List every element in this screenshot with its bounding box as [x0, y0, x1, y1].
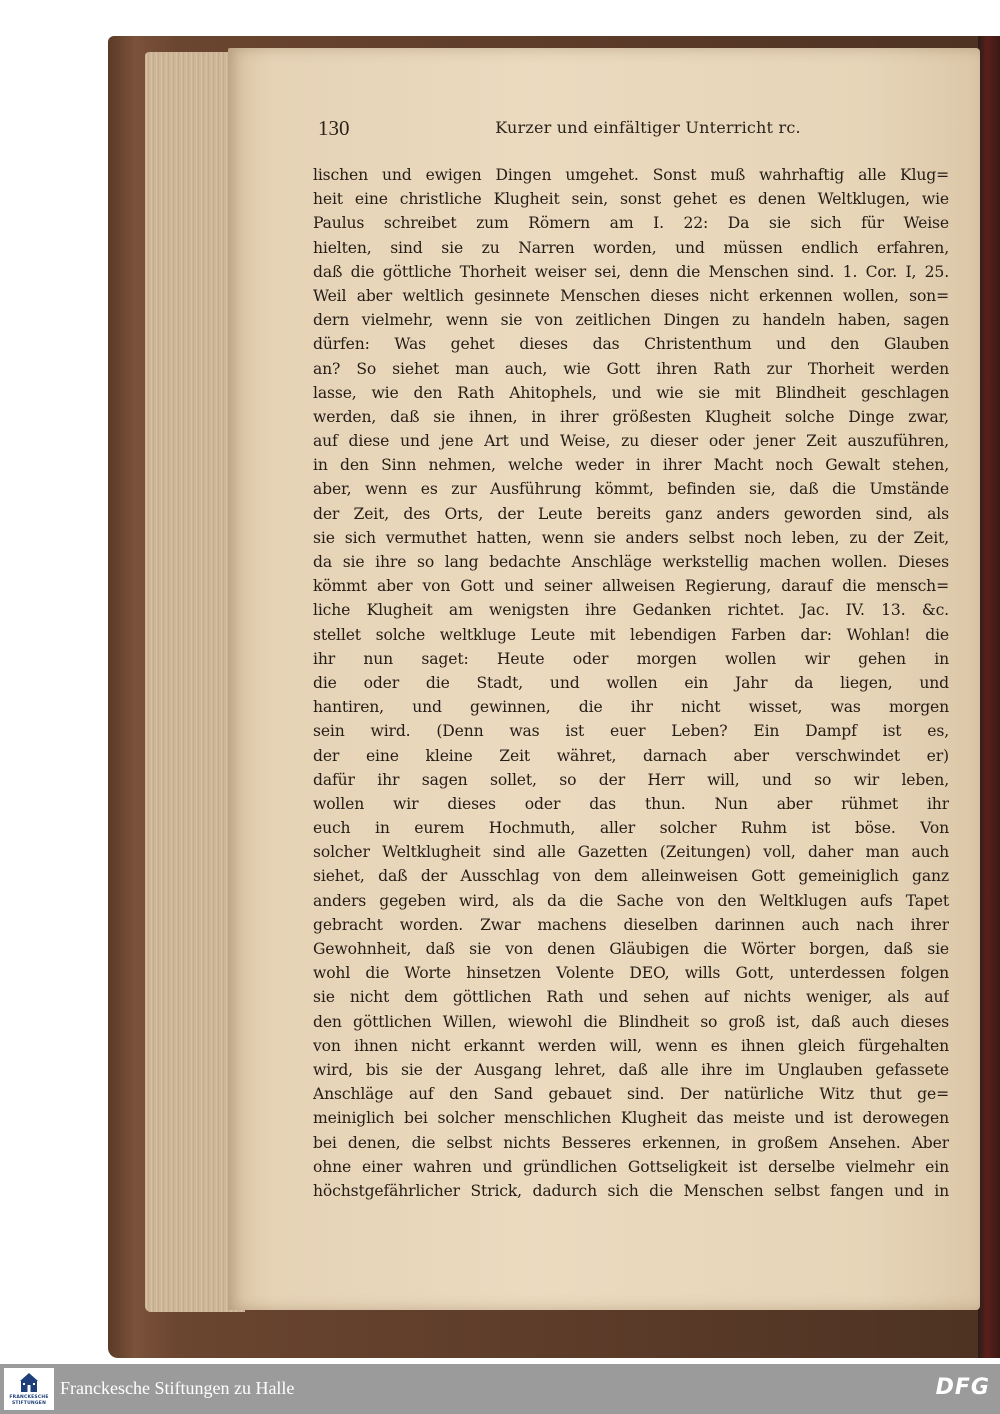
text-line: sie sich vermuthet hatten, wenn sie anders selbst noch leben, zu der Zeit, [313, 528, 949, 547]
text-line: gebracht worden. Zwar machens dieselben darinnen auch nach ihrer [313, 915, 949, 934]
text-line: dafür ihr sagen sollet, so der Herr will, und so wir leben, [313, 770, 949, 789]
page-header [318, 116, 948, 144]
text-line: siehet, daß der Ausschlag von dem alleinweisen Gott gemeiniglich ganz [313, 867, 949, 886]
text-line: sein wird. (Denn was ist euer Leben? Ein Dampf ist es, [313, 722, 949, 741]
text-line: wird, bis sie der Ausgang lehret, daß alle ihre im Unglauben gefassete [313, 1060, 949, 1079]
text-line: von ihnen nicht erkannt werden will, wenn es ihnen gleich fürgehalten [313, 1036, 949, 1055]
text-line: Anschläge auf den Sand gebauet sind. Der natürliche Witz thut ge= [313, 1085, 949, 1104]
text-line: solcher Weltklugheit sind alle Gazetten (Zeitungen) voll, daher man auch [313, 843, 949, 862]
text-line: wohl die Worte hinsetzen Volente DEO, wills Gott, unterdessen folgen [313, 964, 949, 983]
running-head: Kurzer und einfältiger Unterricht rc. [495, 118, 801, 137]
text-line: hielten, sind sie zu Narren worden, und müssen endlich erfahren, [313, 238, 949, 257]
logo-caption [4, 1395, 54, 1407]
text-line: Paulus schreibet zum Römern am I. 22: Da sie sich für Weise [313, 214, 949, 233]
text-line: anders gegeben wird, als da die Sache von den Weltklugen aufs Tapet [313, 891, 949, 910]
text-line: dürfen: Was gehet dieses das Christenthum und den Glauben [313, 335, 949, 354]
text-line: da sie ihre so lang bedachte Anschläge werkstellig machen wollen. Dieses [313, 553, 949, 571]
text-line: auf diese und jene Art und Weise, zu dieser oder jener Zeit auszuführen, [313, 432, 949, 451]
text-line: Gewohnheit, daß sie von denen Gläubigen die Wörter borgen, daß sie [313, 940, 949, 958]
dfg-logo[interactable]: DFG [935, 1375, 990, 1400]
text-line: ihr nun saget: Heute oder morgen wollen wir gehen in [313, 649, 949, 668]
text-line: hantiren, und gewinnen, die ihr nicht wisset, was morgen [313, 698, 949, 717]
text-line: der Zeit, des Orts, der Leute bereits ganz anders geworden sind, als [313, 504, 949, 523]
text-line: kömmt aber von Gott und seiner allweisen Regierung, darauf die mensch= [313, 577, 949, 596]
text-line: der eine kleine Zeit währet, darnach aber verschwindet er) [313, 746, 949, 765]
text-line: höchstgefährlicher Strick, dadurch sich die Menschen selbst fangen und in [313, 1181, 949, 1200]
text-line: an? So siehet man auch, wie Gott ihren Rath zur Thorheit werden [313, 359, 949, 378]
text-line: dern vielmehr, wenn sie von zeitlichen Dingen zu handeln haben, sagen [313, 311, 949, 330]
text-line: aber, wenn es zur Ausführung kömmt, befinden sie, daß die Umstände [313, 480, 949, 499]
francke-logo[interactable] [4, 1368, 54, 1410]
text-line: die oder die Stadt, und wollen ein Jahr da liegen, und [313, 673, 949, 692]
text-line: werden, daß sie ihnen, in ihrer größesten Klugheit solche Dinge zwar, [313, 407, 949, 426]
text-line: euch in eurem Hochmuth, aller solcher Ruhm ist böse. Von [313, 819, 949, 838]
foundation-building-icon [19, 1372, 39, 1394]
text-line: in den Sinn nehmen, welche weder in ihrer Macht noch Gewalt stehen, [313, 456, 949, 475]
text-line: ohne einer wahren und gründlichen Gottseligkeit ist derselbe vielmehr ein [313, 1157, 949, 1176]
body-text [313, 163, 949, 1203]
text-line: sie nicht dem göttlichen Rath und sehen auf nichts weniger, als auf [313, 988, 949, 1007]
logo-caption-line: FRANCKESCHE [9, 1395, 49, 1400]
text-line: stellet solche weltkluge Leute mit lebendigen Farben dar: Wohlan! die [313, 625, 949, 644]
text-line: bei denen, die selbst nichts Besseres erkennen, in großem Ansehen. Aber [313, 1133, 949, 1152]
text-line: den göttlichen Willen, wiewohl die Blindheit so groß ist, daß auch dieses [313, 1012, 949, 1031]
logo-caption-line: STIFTUNGEN [11, 1401, 47, 1406]
text-line: daß die göttliche Thorheit weiser sei, denn die Menschen sind. 1. Cor. I, 25. [313, 262, 949, 281]
text-line: wollen wir dieses oder das thun. Nun aber rühmet ihr [313, 794, 949, 813]
institution-name[interactable]: Franckesche Stiftungen zu Halle [60, 1378, 295, 1398]
footer-bar [0, 1364, 1000, 1414]
text-line: Weil aber weltlich gesinnete Menschen dieses nicht erkennen wollen, son= [313, 286, 949, 305]
book-spine-edge [978, 36, 1000, 1358]
text-line: heit eine christliche Klugheit sein, sonst gehet es denen Weltklugen, wie [313, 190, 949, 209]
page-number: 130 [318, 116, 350, 140]
text-line: liche Klugheit am wenigsten ihre Gedanken richtet. Jac. IV. 13. &c. [313, 601, 949, 620]
text-line: meiniglich bei solcher menschlichen Klugheit das meiste und ist derowegen [313, 1109, 949, 1128]
text-line: lischen und ewigen Dingen umgehet. Sonst muß wahrhaftig alle Klug= [313, 166, 949, 184]
text-line: lasse, wie den Rath Ahitophels, und wie sie mit Blindheit geschlagen [313, 383, 949, 402]
